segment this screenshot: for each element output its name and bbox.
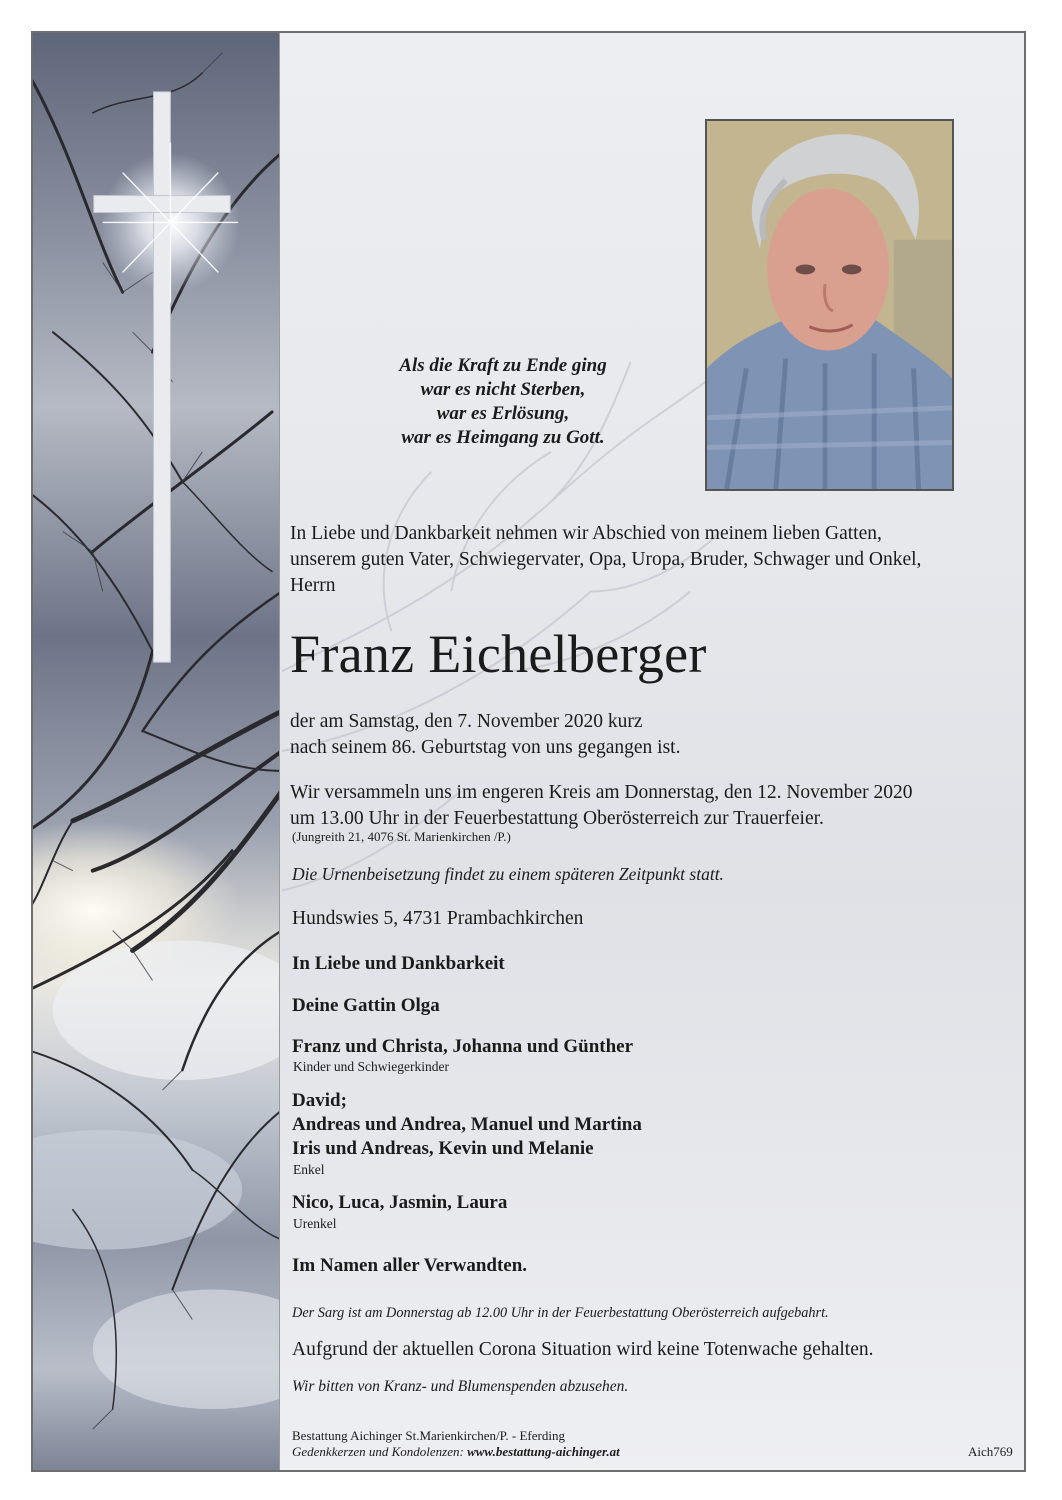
poem-line: war es Heimgang zu Gott. [401,427,605,448]
website-link[interactable]: www.bestattung-aichinger.at [467,1444,620,1459]
intro-line: In Liebe und Dankbarkeit nehmen wir Abschied von meinem lieben Gatten, [290,523,882,544]
ceremony-text [290,780,1025,832]
ceremony-line: Wir versammeln uns im engeren Kreis am Donnerstag, den 12. November 2020 [290,782,913,803]
children-label: Kinder und Schwiegerkinder [293,1059,449,1074]
intro-line: Herrn [290,575,336,596]
great-grandchildren-label: Urenkel [293,1216,337,1231]
relatives-line: Im Namen aller Verwandten. [292,1255,528,1276]
flowers-note: Wir bitten von Kranz- und Blumenspenden abzusehen. [292,1378,629,1395]
great-grandchildren-names: Nico, Luca, Jasmin, Laura [292,1192,508,1213]
grandchildren-line: David; [292,1090,347,1111]
corona-note: Aufgrund der aktuellen Corona Situation wird keine Totenwache gehalten. [292,1339,874,1360]
death-notice-line: nach seinem 86. Geburtstag von uns gegangen ist. [290,737,681,758]
poem-line: war es nicht Sterben, [420,379,586,400]
poem-line: Als die Kraft zu Ende ging [399,355,607,376]
home-address: Hundswies 5, 4731 Prambachkirchen [292,908,584,929]
obituary-card [31,31,1026,1472]
poem [333,354,673,450]
reference-code: Aich769 [968,1444,1013,1459]
wife-name: Deine Gattin Olga [292,995,440,1016]
greeting: In Liebe und Dankbarkeit [292,953,505,974]
condolence-prefix: Gedenkkerzen und Kondolenzen: [292,1444,464,1459]
viewing-note: Der Sarg ist am Donnerstag ab 12.00 Uhr in der Feuerbestattung Oberösterreich aufgebahrt. [292,1305,829,1321]
ceremony-address: (Jungreith 21, 4076 St. Marienkirchen /P.) [292,829,511,844]
ceremony-line: um 13.00 Uhr in der Feuerbestattung Oberösterreich zur Trauerfeier. [290,808,824,829]
portrait-photo [705,119,954,491]
grandchildren-line: Iris und Andreas, Kevin und Melanie [292,1138,594,1159]
grandchildren-line: Andreas und Andrea, Manuel und Martina [292,1114,642,1135]
grandchildren-names [292,1089,642,1161]
deceased-name: Franz Eichelberger [290,624,707,684]
death-notice [290,709,990,761]
intro-text [290,521,1026,599]
intro-line: unserem guten Vater, Schwiegervater, Opa, Uropa, Bruder, Schwager und Onkel, [290,549,922,570]
funeral-home-name: Bestattung Aichinger St.Marienkirchen/P. - Eferding [292,1428,565,1443]
sky-tree-image [33,33,280,1470]
death-notice-line: der am Samstag, den 7. November 2020 kurz [290,711,643,732]
urn-note: Die Urnenbeisetzung findet zu einem späteren Zeitpunkt statt. [292,864,724,884]
poem-line: war es Erlösung, [436,403,570,424]
children-names: Franz und Christa, Johanna und Günther [292,1036,634,1057]
grandchildren-label: Enkel [293,1162,325,1177]
condolence-line [292,1444,620,1460]
